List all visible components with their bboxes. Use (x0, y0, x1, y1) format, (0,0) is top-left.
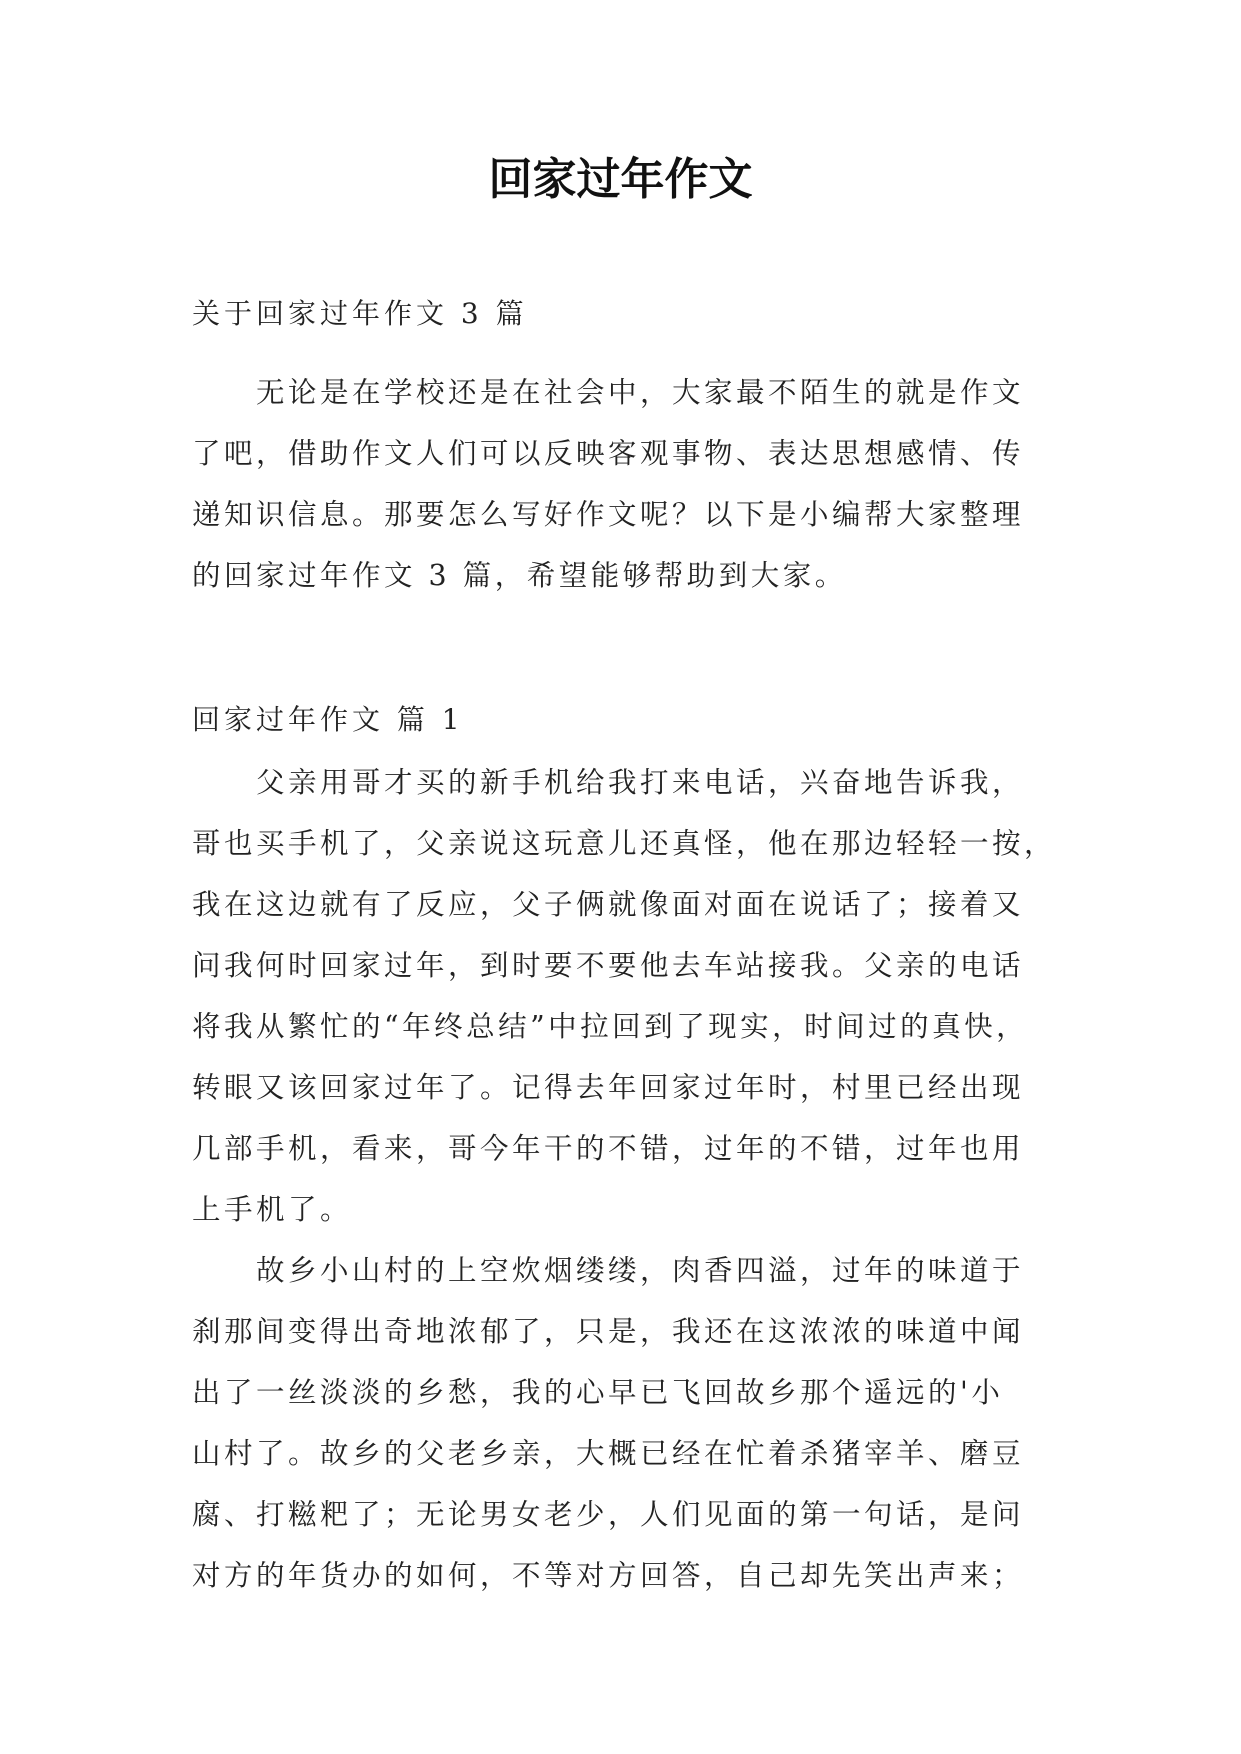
paragraph-line: 问我何时回家过年，到时要不要他去车站接我。父亲的电话 (192, 949, 1025, 982)
paragraph-line: 几部手机，看来，哥今年干的不错，过年的不错，过年也用 (192, 1132, 1025, 1165)
paragraph-line: 对方的年货办的如何，不等对方回答，自己却先笑出声来； (192, 1559, 1025, 1592)
paragraph-line: 出了一丝淡淡的乡愁，我的心早已飞回故乡那个遥远的'小 (192, 1376, 1004, 1409)
paragraph-line: 我在这边就有了反应，父子俩就像面对面在说话了；接着又 (192, 888, 1025, 921)
paragraph-line: 上手机了。 (192, 1193, 353, 1226)
intro-line: 无论是在学校还是在社会中，大家最不陌生的就是作文 (256, 376, 1025, 409)
paragraph-1 (192, 752, 1057, 1240)
paragraph-2 (192, 1240, 1052, 1606)
document-title: 回家过年作文 (488, 154, 753, 205)
section-heading: 回家过年作文 篇 1 (192, 703, 464, 736)
paragraph-line: 将我从繁忙的“年终总结”中拉回到了现实，时间过的真快， (192, 1010, 1029, 1043)
intro-line: 了吧，借助作文人们可以反映客观事物、表达思想感情、传 (192, 437, 1025, 470)
paragraph-line: 转眼又该回家过年了。记得去年回家过年时，村里已经出现 (192, 1071, 1025, 1104)
paragraph-line: 故乡小山村的上空炊烟缕缕，肉香四溢，过年的味道于 (256, 1254, 1025, 1287)
paragraph-line: 刹那间变得出奇地浓郁了，只是，我还在这浓浓的味道中闻 (192, 1315, 1025, 1348)
paragraph-line: 父亲用哥才买的新手机给我打来电话，兴奋地告诉我， (256, 766, 1025, 799)
paragraph-line: 腐、打糍粑了；无论男女老少，人们见面的第一句话，是问 (192, 1498, 1025, 1531)
paragraph-line: 山村了。故乡的父老乡亲，大概已经在忙着杀猪宰羊、磨豆 (192, 1437, 1025, 1470)
intro-paragraph (192, 362, 1052, 606)
paragraph-line: 哥也买手机了，父亲说这玩意儿还真怪，他在那边轻轻一按， (192, 827, 1057, 860)
intro-line: 递知识信息。那要怎么写好作文呢？以下是小编帮大家整理 (192, 498, 1025, 531)
intro-line: 的回家过年作文 3 篇，希望能够帮助到大家。 (192, 559, 847, 592)
document-subtitle: 关于回家过年作文 3 篇 (192, 297, 528, 330)
